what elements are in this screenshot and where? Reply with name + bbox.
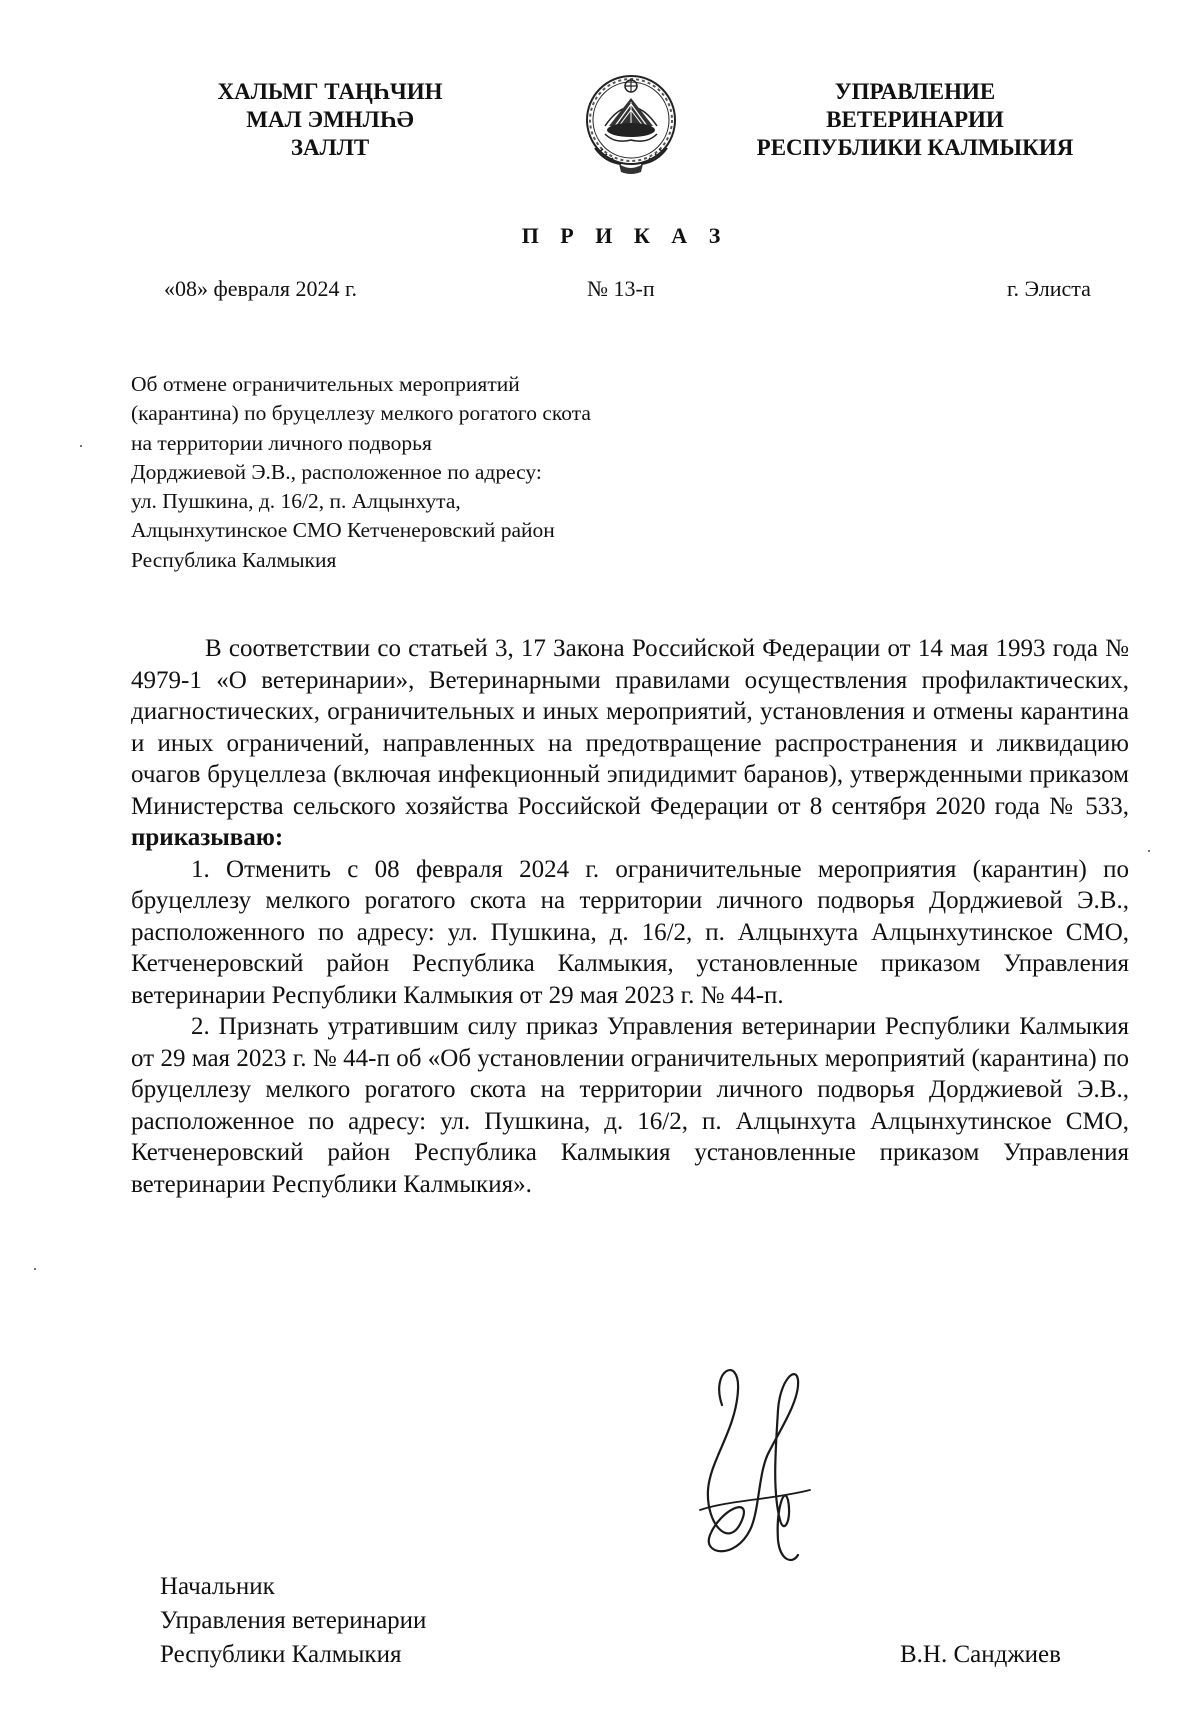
header-right-russian bbox=[735, 78, 1095, 162]
scan-speck bbox=[1148, 850, 1150, 852]
intro-text: В соответствии со статьей 3, 17 Закона Российской Федерации от 14 мая 1993 года № 4979-1 «О ветеринарии», Ветеринарными правилами осуществления профилактических, диагностических, ограничительных и иных мероприятий, установления и отмены карантина и иных ограничений, направленных на предотвращение распространения и ликвидацию очагов бруцеллеза (включая инфекционный эпидидимит баранов), утвержденными приказом Министерства сельского хозяйства Российской Федерации от 8 сентября 2020 года № 533, bbox=[131, 635, 1129, 820]
subject-line: Алцынхутинское СМО Кетченеровский район bbox=[131, 518, 555, 543]
subject-line: Об отмене ограничительных мероприятий bbox=[131, 372, 520, 396]
position-line: Управления ветеринарии bbox=[160, 1607, 427, 1634]
order-subject bbox=[131, 370, 751, 575]
order-city: г. Элиста bbox=[1007, 276, 1091, 301]
header-left-line: МАЛ ЭМНЛҺӘ bbox=[246, 107, 414, 132]
subject-line: на территории личного подворья bbox=[131, 430, 432, 455]
handwritten-signature-icon bbox=[680, 1350, 840, 1580]
scan-speck bbox=[34, 1268, 36, 1270]
signatory-name: В.Н. Санджиев bbox=[900, 1641, 1061, 1668]
subject-line: (карантина) по бруцеллезу мелкого рогатого скота bbox=[131, 401, 591, 426]
document-title: П Р И К А З bbox=[521, 223, 729, 248]
subject-line: Дорджиевой Э.В., расположенное по адресу: bbox=[131, 459, 542, 484]
kalmykia-coat-of-arms-icon bbox=[575, 68, 687, 180]
scan-speck bbox=[80, 445, 82, 447]
header-left-line: ХАЛЬМГ ТАҢҺЧИН bbox=[217, 79, 443, 104]
order-item-1: 1. Отменить с 08 февраля 2024 г. ограничительные мероприятия (карантин) по бруцеллезу мелкого рогатого скота на территории личного подворья Дорджиевой Э.В., расположенного по адресу: ул. Пушкина, д. 16/2, п. Алцынхута Алцынхутинское СМО, Кетченеровский район Республика Калмыкия, установленные приказом Управления ветеринарии Республики Калмыкия от 29 мая 2023 г. № 44-п. bbox=[131, 855, 1129, 1009]
order-number: № 13-п bbox=[587, 276, 655, 301]
signatory-position bbox=[160, 1570, 426, 1672]
order-body bbox=[131, 633, 1129, 1200]
header-left-line: ЗАЛЛТ bbox=[290, 135, 370, 160]
order-date: «08» февраля 2024 г. bbox=[164, 276, 358, 301]
header-right-line: РЕСПУБЛИКИ КАЛМЫКИЯ bbox=[756, 135, 1074, 160]
position-line: Республики Калмыкия bbox=[160, 1641, 402, 1668]
subject-line: ул. Пушкина, д. 16/2, п. Алцынхута, bbox=[131, 489, 461, 514]
header-right-line: УПРАВЛЕНИЕ bbox=[834, 79, 996, 104]
header-right-line: ВЕТЕРИНАРИИ bbox=[826, 107, 1004, 132]
subject-line: Республика Калмыкия bbox=[131, 547, 337, 572]
order-item-2: 2. Признать утратившим силу приказ Управления ветеринарии Республики Калмыкия от 29 мая 2023 г. № 44-п об «Об установлении ограничительных мероприятий (карантина) по бруцеллезу мелкого рогатого скота на территории личного подворья Дорджиевой Э.В., расположенное по адресу: ул. Пушкина, д. 16/2, п. Алцынхута Алцынхутинское СМО, Кетченеровский район Республика Калмыкия установленные приказом Управления ветеринарии Республики Калмыкия». bbox=[131, 1013, 1129, 1198]
position-line: Начальник bbox=[160, 1573, 275, 1600]
intro-paragraph bbox=[131, 633, 1129, 854]
order-verb: приказываю: bbox=[131, 824, 284, 851]
header-left-kalmyk bbox=[200, 78, 460, 162]
